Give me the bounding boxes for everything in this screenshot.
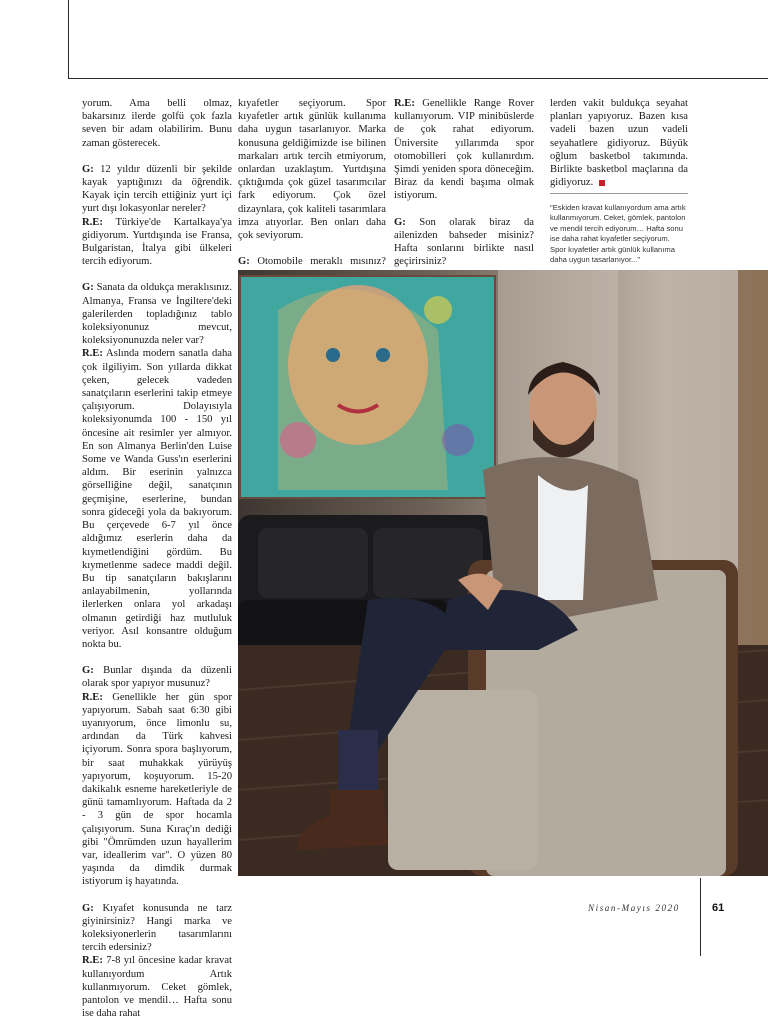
article-end-mark (599, 180, 605, 186)
paragraph: kıyafetler seçiyorum. Spor kıyafetler artık günlük kullanıma daha uygun tasarlanıyor. Marka konusuna geldiğimizde ise bilinen markaları artık tercih etmiyorum, onlardan uzaklaştım. Yurtdışına çıktığımda çok güzel tasarımcılar fark ediyorum. Çok özel dizaynlara, çok kaliteli tasarımlara imza atıyorlar. Ben onları daha çok seviyorum. (238, 98, 386, 242)
question: G: Sanata da oldukça meraklısınız. Almanya, Fransa ve İngiltere'deki galerilerden topladığınız tablo koleksiyonunuz mevcut, koleksiyonunuzda neler var? R.E: Aslında modern sanatla daha çok ilgiliyim. Son yıllarda dikkat çeken, gelecek vadeden sanatçıların eserlerini takip etmeye çalışıyorum. Dolayısıyla koleksiyonumda 100 - 150 yıl öncesine ait resimler yer almıyor. En son Almanya Berlin'den Luise Some ve Wanda Guss'ın eserlerini aldım. Bir eserinin yalnızca görselliğine değil, sanatçının geçmişine, eserlerine, bundan sonra gideceği yola da bakıyorum. Bu çerçevede 6-7 yıl önce aldığımız eserlerin daha da kıymetlendiğini gördüm. Bu kıymetlenme sadece maddi değil. Bu tip sanatçıların bakışlarını anlayabilmenin, yollarında ilerlerken onlara yol arkadaşı olmanın getirdiği haz mutluluk veriyor. Asıl konsantre olduğum nokta bu. (82, 282, 232, 650)
pull-quote: "Eskiden kravat kullanıyordum ama artık kullanmıyorum. Ceket, gömlek, pantolon ve mendil tercih ediyorum… Hafta sonu ise daha rahat kıyafetler seçiyorum. Spor kıyafetler artık günlük kullanıma daha uygun tasarlanıyor..." (550, 203, 686, 265)
top-frame-left-rule (68, 0, 69, 78)
page-number: 61 (712, 902, 725, 914)
question: G: Son olarak biraz da ailenizden bahseder misiniz? Hafta sonlarını birlikte nasıl geçirirsiniz? (394, 216, 534, 268)
text-column-2 (238, 97, 386, 295)
question: G: Bunlar dışında da düzenli olarak spor yapıyor musunuz? R.E: Genellikle her gün spor yapıyorum. Sabah saat 6:30 gibi uyanıyorum, önce limonlu su, ardından da Türk kahvesi içiyorum. Sonra spora başlıyorum, bir saat muhakkak yürüyüş yapıyorum, koşuyorum. 15-20 dakikalık esneme hareketleriyle de günü tamamlıyorum. Haftada da 2 - 3 gün de spor hocamla çalışıyorum. Suna Kıraç'ın dediği gibi "Ömrümden uzun hayallerim var, ideallerim var". O yüzen 80 yaşında da dimdik durmak istiyorum iş hayatında. (82, 665, 232, 888)
text-column-4 (550, 97, 688, 202)
top-frame-bottom-rule (68, 78, 768, 79)
text-column-1 (82, 97, 232, 1033)
paragraph: lerden vakit buldukça seyahat planları yapıyoruz. Bazen kısa vadeli bazen uzun vadeli seyahatlere gidiyoruz. Büyük oğlum basketbol takımında. Birlikte basketbol maçlarına da gidiyoruz. (550, 98, 688, 189)
portrait-illustration (238, 270, 768, 876)
question: G: 12 yıldır düzenli bir şekilde kayak yaptığınızı da öğrendik. Kayak için tercih ettiğiniz yurt içi yurt dışı lokasyonlar nereler? R.E: Türkiye'de Kartalkaya'ya gidiyorum. Yurtdışında ise Fransa, Bulgaristan, İtalya gibi ülkeleri tercih ediyorum. (82, 163, 232, 268)
painting (240, 276, 495, 498)
bottom-right-rule (700, 878, 701, 956)
question: G: Otomobile meraklı mısınız? (238, 256, 386, 268)
answer: R.E: Genellikle Range Rover kullanıyorum. VIP minibüslerde de çok rahat ediyorum. Üniversite yıllarımda spor otomobilleri çok kullanırdım. Şimdi yeniden spora döneceğim. Biraz da kendi başıma olmak istiyorum. (394, 98, 534, 202)
pull-quote-rule (550, 193, 688, 194)
issue-date: Nisan-Mayıs 2020 (588, 903, 680, 913)
question: G: Kıyafet konusunda ne tarz giyinirsiniz? Hangi marka ve koleksiyonerlerin tasarımlarını tercih edersiniz? R.E: 7-8 yıl öncesine kadar kravat kullanıyordum Artık kullanmıyorum. Ceket gömlek, pantolon ve mendil… Hafta sonu ise daha rahat (82, 902, 232, 1020)
portrait-photo (238, 270, 768, 876)
paragraph: yorum. Ama belli olmaz, bakarsınız ilerde golfü çok fazla seven bir adam olabilirim. Bunu zaman gösterecek. (82, 98, 232, 149)
